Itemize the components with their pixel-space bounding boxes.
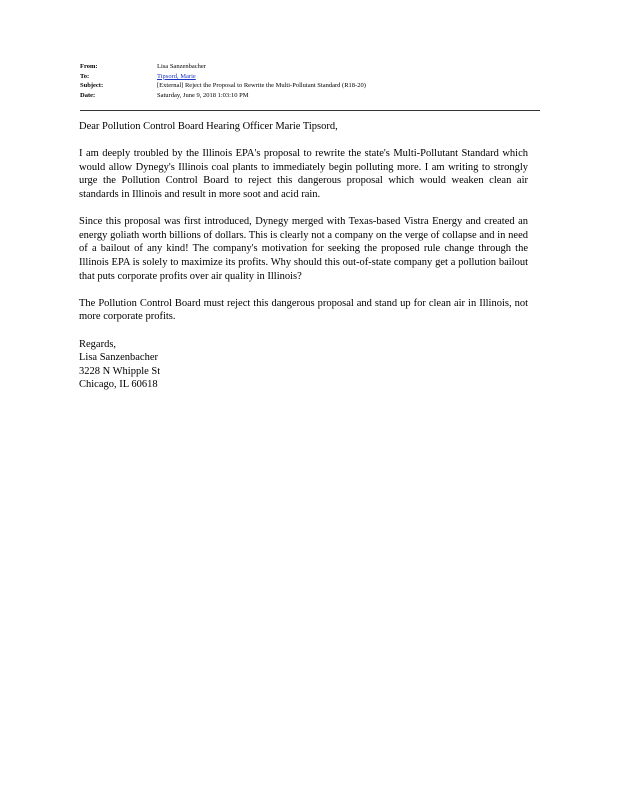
to-label: To:	[80, 72, 90, 80]
salutation: Dear Pollution Control Board Hearing Officer Marie Tipsord,	[79, 121, 338, 132]
from-label: From:	[80, 63, 98, 70]
letter-body	[79, 120, 528, 392]
email-header	[80, 62, 540, 100]
address-city: Chicago, IL 60618	[79, 379, 158, 391]
signature-name: Lisa Sanzenbacher	[79, 352, 159, 364]
from-row	[80, 62, 540, 72]
signature-block	[79, 338, 528, 392]
from-value: Lisa Sanzenbacher	[157, 63, 206, 70]
paragraph-1: I am deeply troubled by the Illinois EPA's proposal to rewrite the state's Multi-Pollutant Standard which would allow Dynegy's Illinois coal plants to immediately begin polluting more. I am writing to strongly urge the Pollution Control Board to reject this dangerous proposal which would weaken clean air standards in Illinois and result in more soot and acid rain.	[79, 148, 528, 200]
address-street: 3228 N Whipple St	[79, 365, 161, 377]
subject-label: Subject:	[80, 82, 104, 89]
date-value: Saturday, June 9, 2018 1:03:10 PM	[157, 91, 249, 99]
subject-value: [External] Reject the Proposal to Rewrite the Multi-Pollutant Standard (R18-20)	[157, 82, 366, 89]
to-recipient-link[interactable]: Tipsord, Marie	[157, 72, 196, 80]
closing-line: Regards,	[79, 338, 117, 350]
date-label: Date:	[80, 91, 96, 99]
paragraph-2: Since this proposal was first introduced, Dynegy merged with Texas-based Vistra Energy and created an energy goliath worth billions of dollars. This is clearly not a company on the verge of collapse and in need of a bailout of any kind! The company's motivation for seeking the proposed rule change through the Illinois EPA is solely to maximize its profits. Why should this out-of-state company get a pollution bailout that puts corporate profits over air quality in Illinois?	[79, 216, 528, 282]
date-row	[80, 91, 540, 101]
paragraph-3: The Pollution Control Board must reject this dangerous proposal and stand up for clean air in Illinois, not more corporate profits.	[79, 297, 528, 323]
to-row	[80, 72, 540, 82]
header-divider	[80, 110, 540, 111]
subject-row	[80, 81, 540, 91]
